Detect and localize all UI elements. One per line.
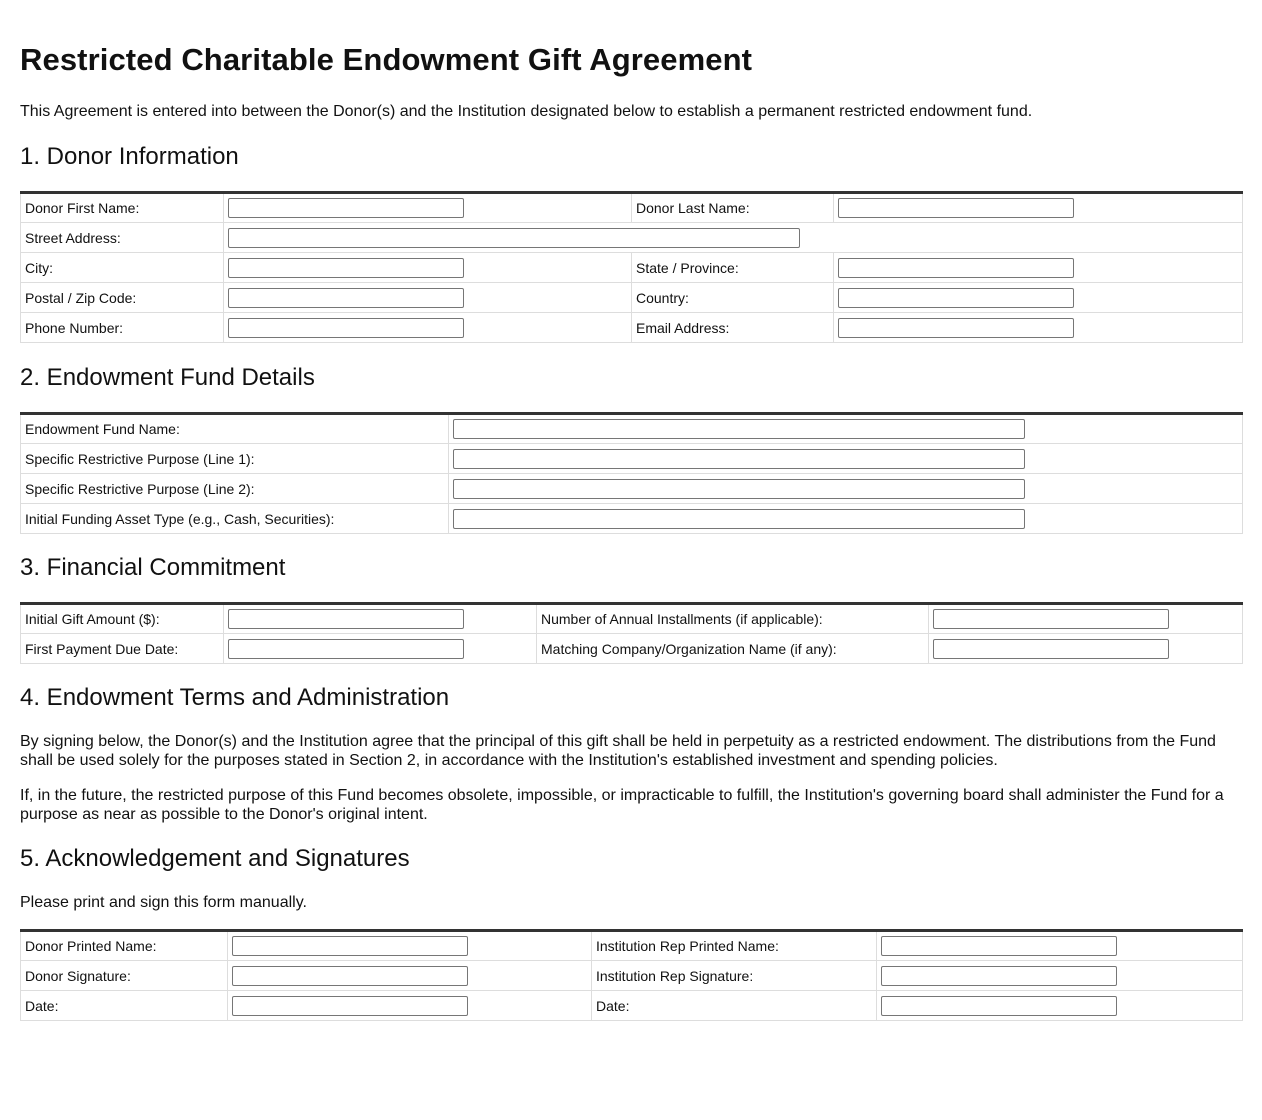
rep-date-label: Date: — [592, 991, 877, 1021]
annual-installments-input[interactable] — [933, 609, 1169, 629]
email-address-label: Email Address: — [632, 313, 834, 343]
signatures-table — [20, 929, 1243, 1021]
terms-paragraph-2: If, in the future, the restricted purpose of this Fund becomes obsolete, impossible, or impracticable to fulfill, the Institution's governing board shall administer the Fund for a purpose as near as possible to the Donor's original intent. — [20, 787, 1224, 823]
country-input[interactable] — [838, 288, 1074, 308]
signature-note: Please print and sign this form manually. — [20, 894, 307, 911]
phone-number-input[interactable] — [228, 318, 464, 338]
annual-installments-label: Number of Annual Installments (if applicable): — [537, 604, 929, 634]
state-province-input[interactable] — [838, 258, 1074, 278]
rep-date-input[interactable] — [881, 996, 1117, 1016]
endowment-fund-details-table — [20, 412, 1243, 534]
purpose-line-2-input[interactable] — [453, 479, 1025, 499]
street-address-label: Street Address: — [21, 223, 224, 253]
section-4-heading: 4. Endowment Terms and Administration — [20, 684, 450, 711]
rep-printed-name-input[interactable] — [881, 936, 1117, 956]
city-label: City: — [21, 253, 224, 283]
page-title: Restricted Charitable Endowment Gift Agreement — [20, 42, 753, 77]
state-province-label: State / Province: — [632, 253, 834, 283]
initial-gift-amount-input[interactable] — [228, 609, 464, 629]
rep-signature-label: Institution Rep Signature: — [592, 961, 877, 991]
matching-company-label: Matching Company/Organization Name (if any): — [537, 634, 929, 664]
donor-signature-input[interactable] — [232, 966, 468, 986]
postal-code-input[interactable] — [228, 288, 464, 308]
purpose-line-1-input[interactable] — [453, 449, 1025, 469]
first-payment-date-input[interactable] — [228, 639, 464, 659]
section-2-heading: 2. Endowment Fund Details — [20, 364, 315, 391]
terms-paragraph-1: By signing below, the Donor(s) and the Institution agree that the principal of this gift shall be held in perpetuity as a restricted endowment. The distributions from the Fund shall be used solely for the purposes stated in Section 2, in accordance with the Institution's established investment and spending policies. — [20, 733, 1216, 769]
donor-printed-name-input[interactable] — [232, 936, 468, 956]
email-address-input[interactable] — [838, 318, 1074, 338]
intro-text: This Agreement is entered into between the Donor(s) and the Institution designated below to establish a permanent restricted endowment fund. — [20, 103, 1033, 120]
fund-name-input[interactable] — [453, 419, 1025, 439]
donor-last-name-label: Donor Last Name: — [632, 193, 834, 223]
donor-information-table — [20, 191, 1243, 343]
section-1-heading: 1. Donor Information — [20, 143, 239, 170]
rep-printed-name-label: Institution Rep Printed Name: — [592, 931, 877, 961]
initial-gift-amount-label: Initial Gift Amount ($): — [21, 604, 224, 634]
donor-first-name-label: Donor First Name: — [21, 193, 224, 223]
rep-signature-input[interactable] — [881, 966, 1117, 986]
section-5-heading: 5. Acknowledgement and Signatures — [20, 845, 410, 872]
street-address-input[interactable] — [228, 228, 800, 248]
asset-type-label: Initial Funding Asset Type (e.g., Cash, Securities): — [21, 504, 449, 534]
postal-code-label: Postal / Zip Code: — [21, 283, 224, 313]
donor-signature-label: Donor Signature: — [21, 961, 228, 991]
donor-printed-name-label: Donor Printed Name: — [21, 931, 228, 961]
country-label: Country: — [632, 283, 834, 313]
phone-number-label: Phone Number: — [21, 313, 224, 343]
purpose-line-2-label: Specific Restrictive Purpose (Line 2): — [21, 474, 449, 504]
asset-type-input[interactable] — [453, 509, 1025, 529]
city-input[interactable] — [228, 258, 464, 278]
financial-commitment-table — [20, 602, 1243, 664]
donor-first-name-input[interactable] — [228, 198, 464, 218]
fund-name-label: Endowment Fund Name: — [21, 414, 449, 444]
first-payment-date-label: First Payment Due Date: — [21, 634, 224, 664]
matching-company-input[interactable] — [933, 639, 1169, 659]
purpose-line-1-label: Specific Restrictive Purpose (Line 1): — [21, 444, 449, 474]
donor-last-name-input[interactable] — [838, 198, 1074, 218]
donor-date-label: Date: — [21, 991, 228, 1021]
section-3-heading: 3. Financial Commitment — [20, 554, 286, 581]
donor-date-input[interactable] — [232, 996, 468, 1016]
